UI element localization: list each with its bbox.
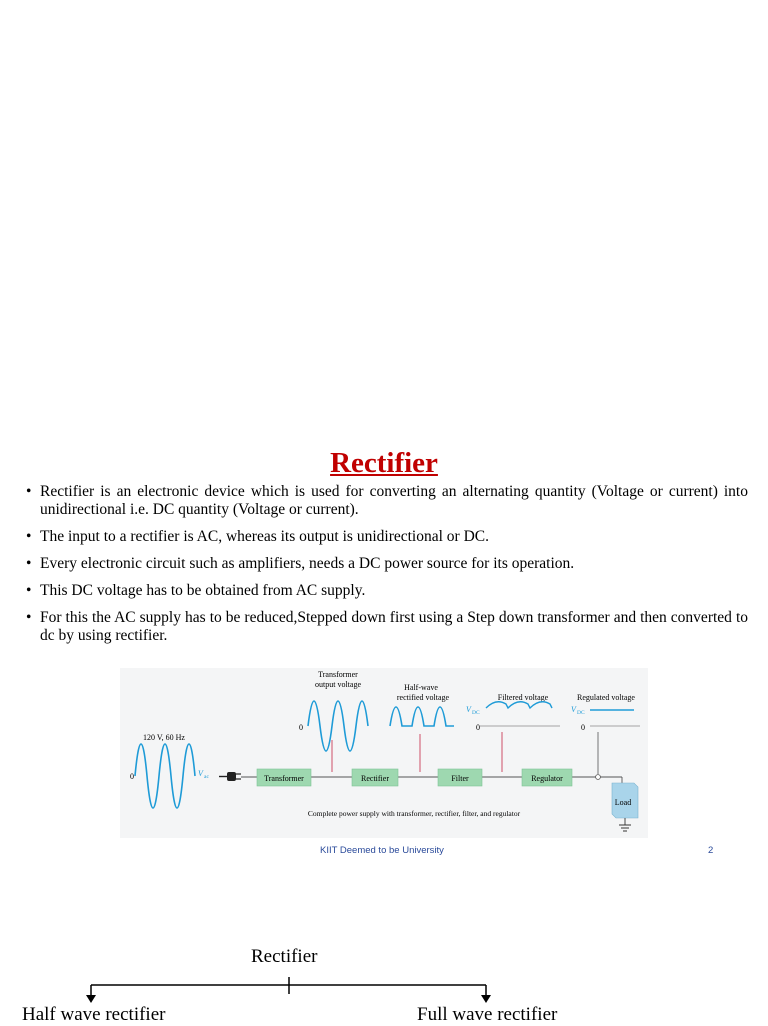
- plug-icon: [219, 772, 241, 781]
- arrow-down-icon: [481, 995, 491, 1003]
- tree-right-label: Full wave rectifier: [417, 1004, 558, 1025]
- transformer-output-label-1: Transformer: [318, 670, 358, 679]
- arrow-down-icon: [86, 995, 96, 1003]
- vdc-label: V: [571, 705, 576, 714]
- bullet-item: • Rectifier is an electronic device which is used for converting an alternating quantity (Voltage or current) into unidirectional i.e. DC quantity (Voltage or current).: [26, 483, 748, 519]
- regulator-block-label: Regulator: [531, 774, 563, 783]
- bullet-item: • The input to a rectifier is AC, whereas its output is unidirectional or DC.: [26, 528, 748, 546]
- vdc-subscript: DC: [577, 710, 585, 716]
- rectifier-block: [352, 769, 398, 786]
- zero-label: 0: [581, 723, 585, 732]
- page-number: 2: [708, 845, 714, 856]
- power-supply-svg: [120, 668, 648, 838]
- transformer-block-label: Transformer: [264, 774, 304, 783]
- transformer-block: [257, 769, 311, 786]
- rectifier-block-label: Rectifier: [361, 774, 389, 783]
- halfwave-waveform: [390, 707, 454, 726]
- tree-root-label: Rectifier: [251, 946, 318, 967]
- filter-block-label: Filter: [451, 774, 469, 783]
- vdc-label: V: [466, 705, 471, 714]
- transformer-output-label-2: output voltage: [315, 680, 361, 689]
- bullet-item: • For this the AC supply has to be reduced,Stepped down first using a Step down transformer and then converted to dc by using rectifier.: [26, 609, 748, 645]
- filtered-voltage-label: Filtered voltage: [497, 693, 549, 702]
- output-terminal: [596, 775, 601, 780]
- diagram-caption: Complete power supply with transformer, rectifier, filter, and regulator: [307, 809, 521, 818]
- vdc-subscript: DC: [472, 710, 480, 716]
- load-label: Load: [614, 798, 632, 807]
- tree-left-label: Half wave rectifier: [22, 1004, 166, 1025]
- halfwave-label-2: rectified voltage: [396, 693, 450, 702]
- filter-block: [438, 769, 482, 786]
- halfwave-label-1: Half-wave: [404, 683, 438, 692]
- bullet-list: [26, 483, 748, 654]
- ground-icon: [619, 818, 631, 831]
- slide-title: Rectifier: [330, 447, 438, 479]
- regulator-block: [522, 769, 572, 786]
- filtered-waveform: [486, 702, 552, 708]
- footer-university: KIIT Deemed to be University: [320, 845, 444, 856]
- load-block: [612, 783, 638, 818]
- input-voltage-label: 120 V, 60 Hz: [143, 733, 185, 742]
- ac-input-waveform: [135, 744, 195, 808]
- regulated-voltage-label: Regulated voltage: [577, 693, 635, 702]
- bullet-item: • Every electronic circuit such as amplifiers, needs a DC power source for its operation.: [26, 555, 748, 573]
- vac-subscript: ac: [204, 774, 209, 780]
- power-supply-diagram: [120, 668, 648, 838]
- zero-label: 0: [130, 772, 134, 781]
- bullet-item: • This DC voltage has to be obtained from AC supply.: [26, 582, 748, 600]
- vac-label: V: [198, 769, 203, 778]
- zero-label: 0: [476, 723, 480, 732]
- transformer-output-waveform: [308, 701, 368, 751]
- zero-label: 0: [299, 723, 303, 732]
